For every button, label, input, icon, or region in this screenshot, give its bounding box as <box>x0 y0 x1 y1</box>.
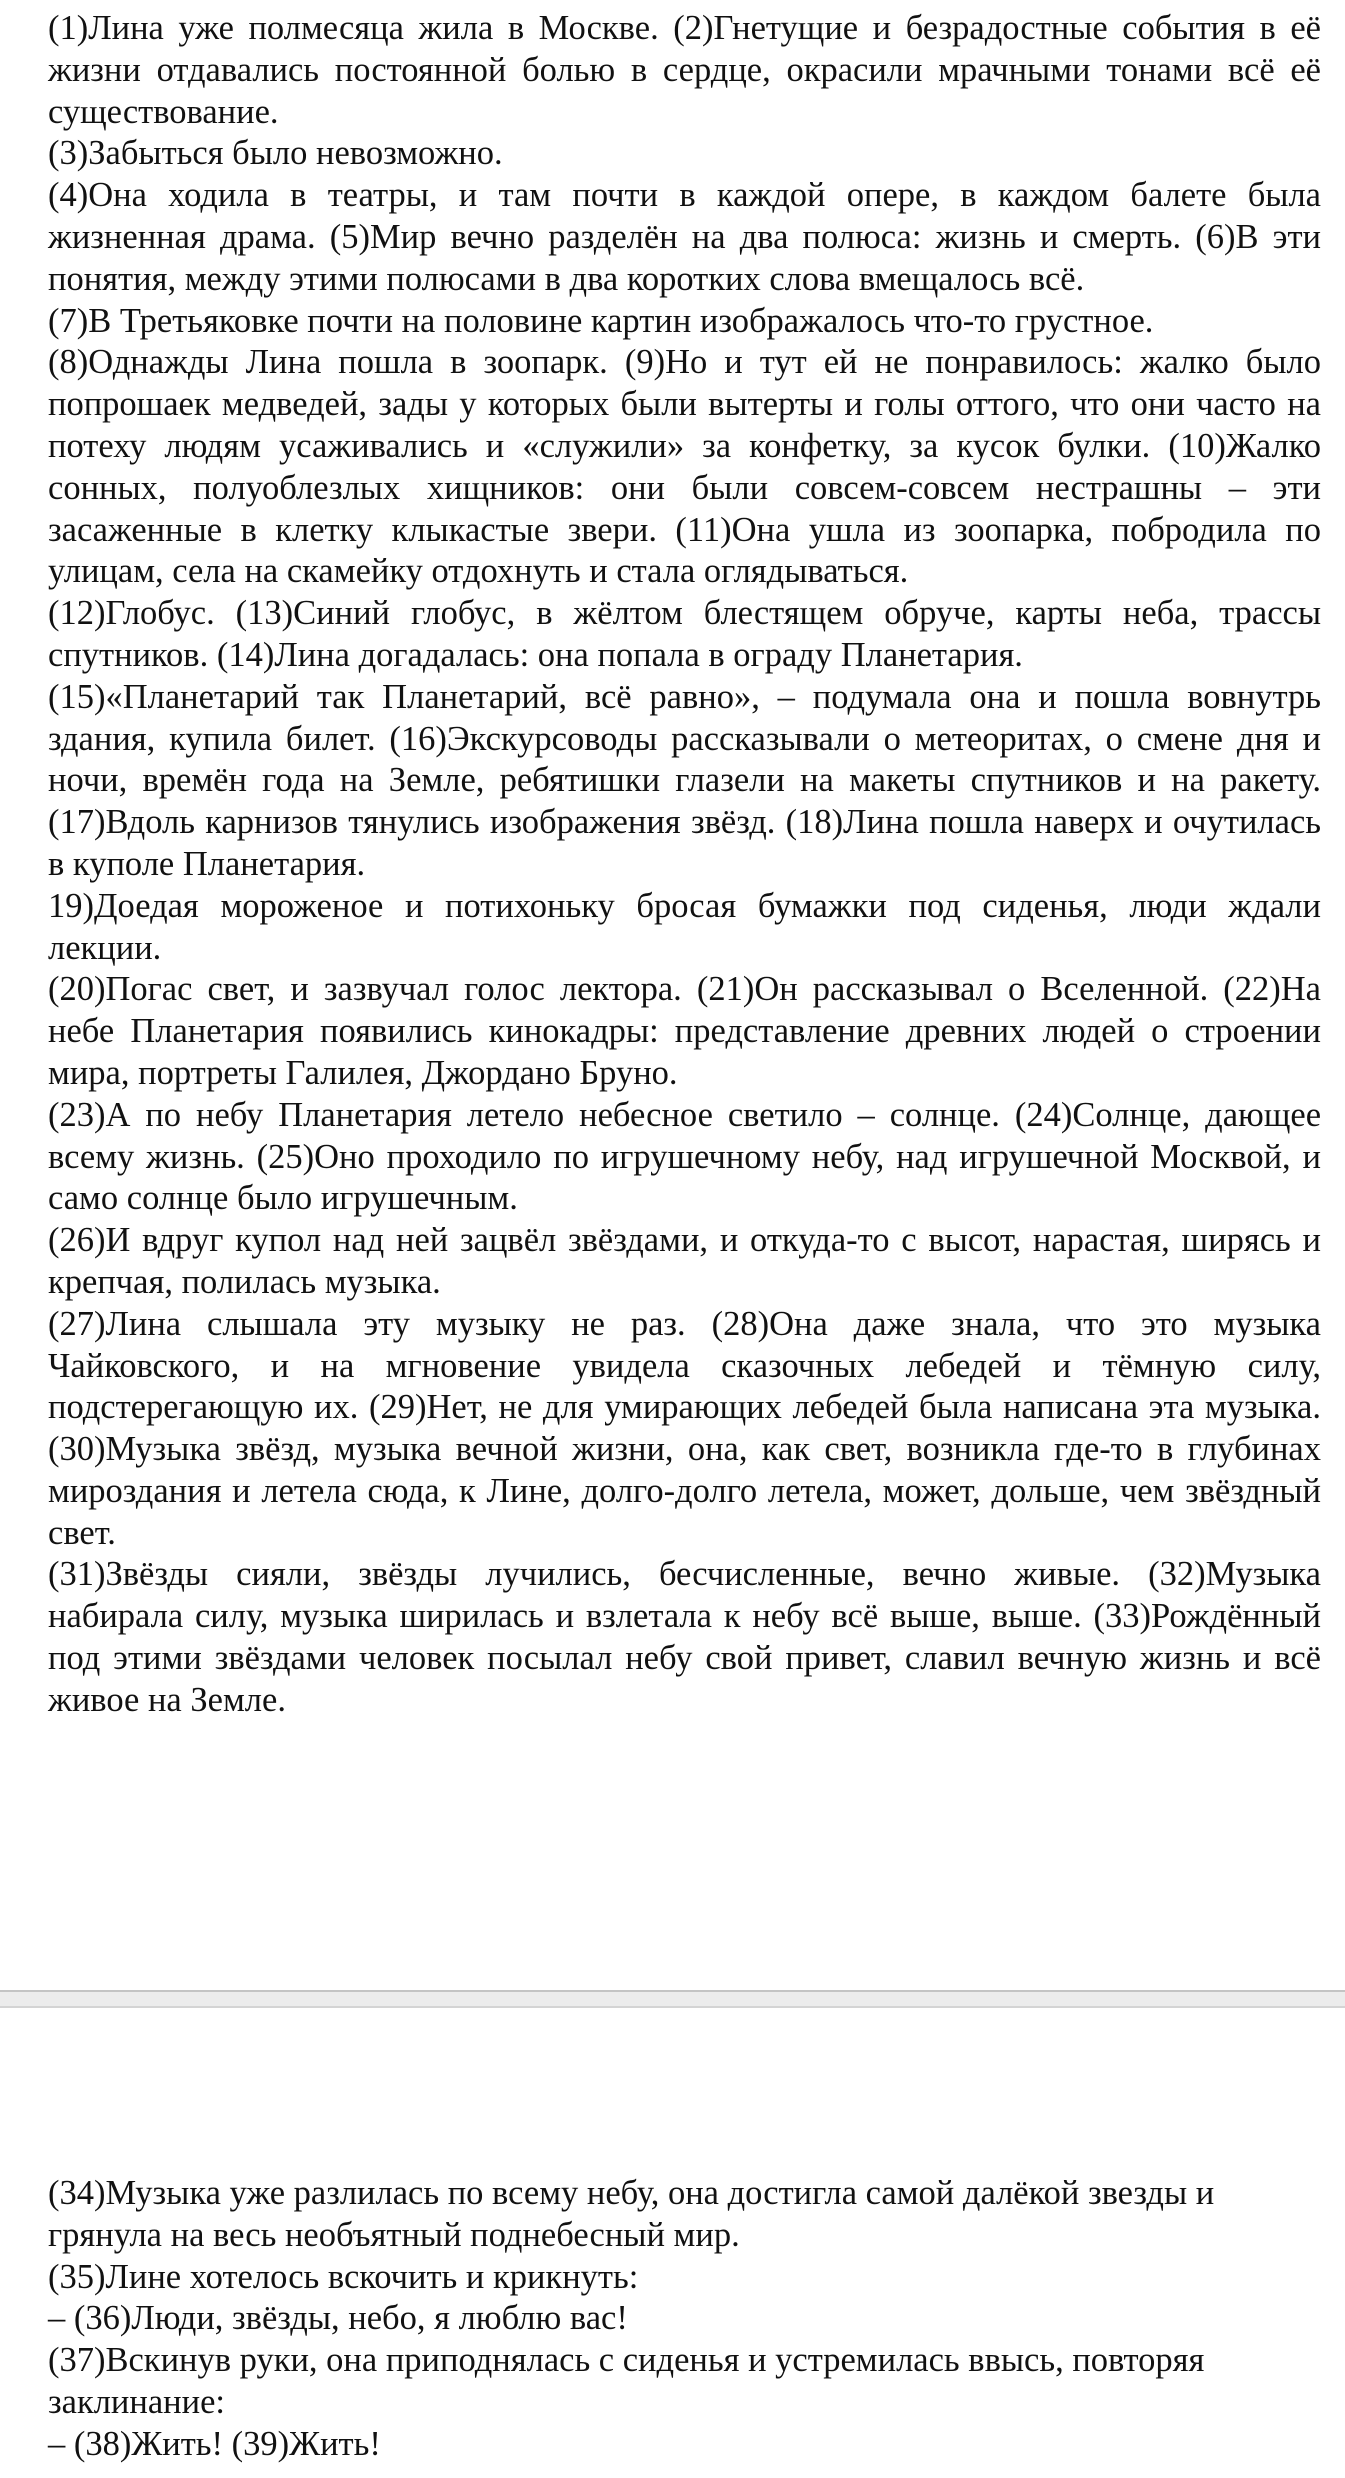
sentence-number: (5) <box>329 217 370 256</box>
sentence-text: Музыка набирала силу, музыка ширилась и взлетала к небу всё выше, выше. <box>48 1555 1321 1636</box>
sentence <box>48 594 236 632</box>
sentence-number: (32) <box>1148 1555 1206 1594</box>
paragraph <box>48 677 1321 886</box>
sentence-number: (4) <box>48 176 89 215</box>
sentence-text: Вдоль карнизов тянулись изображения звёзд. <box>105 803 786 842</box>
paragraph <box>48 1304 1321 1555</box>
paragraph <box>48 2424 1318 2466</box>
sentence-number: (28) <box>711 1304 770 1343</box>
page-break <box>0 1990 1345 2008</box>
sentence <box>48 2425 232 2463</box>
sentence-text: Жить! <box>131 2424 232 2463</box>
sentence <box>48 1305 712 1343</box>
sentence-number: (23) <box>48 1095 106 1134</box>
sentence <box>48 302 1153 340</box>
sentence-number: (18) <box>785 803 844 842</box>
sentence-text: И вдруг купол над ней зацвёл звёздами, и откуда-то с высот, нарастая, ширясь и крепчая, полилась музыка. <box>48 1221 1321 1301</box>
sentence-number: (7) <box>48 301 89 340</box>
sentence-text: Вскинув руки, она приподнялась с сиденья и устремилась ввысь, повторяя заклинание: <box>48 2341 1205 2421</box>
sentence-number: (10) <box>1168 426 1226 465</box>
sentence-text: Солнце, дающее всему жизнь. <box>48 1095 1322 1176</box>
sentence <box>217 636 1023 674</box>
sentence-text: Она даже знала, что это музыка Чайковского, и на мгновение увидела сказочных лебедей и тёмную силу, подстерегающую их. <box>48 1304 1321 1427</box>
sentence-number: (3) <box>48 134 89 173</box>
sentence-text: Лина уже полмесяца жила в Москве. <box>88 9 674 47</box>
sentence-text: Лине хотелось вскочить и крикнуть: <box>105 2257 639 2296</box>
sentence-number: (9) <box>624 343 666 382</box>
paragraph <box>48 1095 1321 1220</box>
sentence-text: Доедая мороженое и потихоньку бросая бумажки под сиденья, люди ждали лекции. <box>48 886 1321 967</box>
sentence-text: Мир вечно разделён на два полюса: жизнь и смерть. <box>369 217 1196 256</box>
paragraph <box>48 301 1321 343</box>
sentence <box>48 887 1321 967</box>
sentence-number: (17) <box>48 803 106 842</box>
sentence-number: (8) <box>48 343 89 382</box>
page-2-text <box>48 2173 1318 2466</box>
paragraph <box>48 2173 1318 2257</box>
sentence <box>697 970 1223 1008</box>
sentence-text: Гнетущие и безрадостные события в её жизни отдавались постоянной болью в сердце, окрасили мрачными тонами всё её существование. <box>48 9 1321 131</box>
sentence-number: (2) <box>673 9 714 47</box>
sentence-text: А по небу Планетария летело небесное светило – солнце. <box>105 1095 1015 1134</box>
paragraph <box>48 593 1321 677</box>
sentence-number: (21) <box>696 970 755 1009</box>
paragraph <box>48 2340 1318 2424</box>
sentence <box>48 134 503 172</box>
sentence <box>232 2425 381 2463</box>
sentence <box>48 2258 638 2296</box>
sentence-number: (1) <box>48 9 89 47</box>
sentence-text: Глобус. <box>105 594 236 633</box>
sentence-number: (6) <box>1195 217 1236 256</box>
sentence-number: (22) <box>1223 970 1281 1009</box>
sentence-text: Синий глобус, в жёлтом блестящем обруче, карты неба, трассы спутников. <box>48 594 1321 674</box>
sentence-text: «Планетарий так Планетарий, всё равно», – подумала она и пошла вовнутрь здания, купила билет. <box>48 677 1321 758</box>
sentence-text: Нет, не для умирающих лебедей была написана эта музыка. <box>426 1388 1321 1427</box>
sentence-number: (33) <box>1093 1597 1151 1636</box>
sentence-text: Жить! <box>289 2424 381 2463</box>
sentence-number: (20) <box>48 970 106 1009</box>
sentence <box>48 1221 1321 1301</box>
sentence-number: (27) <box>48 1304 106 1343</box>
sentence <box>48 970 697 1008</box>
paragraph <box>48 133 1321 175</box>
sentence-text: Она ушла из зоопарка, побродила по улицам, села на скамейку отдохнуть и стала оглядываться. <box>48 510 1321 591</box>
sentence-text: Но и тут ей не понравилось: жалко было попрошаек медведей, зады у которых были вытерты и голы оттого, что они часто на потеху людям усаживались и «служили» за конфетку, за кусок булки. <box>48 343 1321 465</box>
sentence-number: – (36) <box>48 2299 132 2338</box>
page-1-text <box>48 8 1321 1722</box>
sentence <box>48 2174 1214 2254</box>
paragraph <box>48 886 1321 970</box>
sentence <box>48 2299 628 2337</box>
sentence-number: (39) <box>231 2424 290 2463</box>
sentence-text: Музыка уже разлилась по всему небу, она достигла самой далёкой звезды и грянула на весь необъятный поднебесный мир. <box>48 2174 1215 2254</box>
sentence-number: – (38) <box>48 2424 132 2463</box>
sentence-number: (11) <box>675 510 732 549</box>
sentence-text: Лина слышала эту музыку не раз. <box>105 1304 712 1343</box>
sentence-text: Забыться было невозможно. <box>88 134 503 173</box>
sentence <box>369 1388 1321 1426</box>
sentence-text: В эти понятия, между этими полюсами в два коротких слова вмещалось всё. <box>48 217 1321 298</box>
paragraph <box>48 342 1321 593</box>
sentence <box>48 1096 1015 1134</box>
sentence-number: (15) <box>48 677 106 716</box>
sentence-number: (12) <box>48 594 106 633</box>
sentence <box>48 9 673 47</box>
sentence-text: Экскурсоводы рассказывали о метеоритах, о смене дня и ночи, времён года на Земле, ребятишки глазели на макеты спутников и на ракету. <box>48 719 1321 800</box>
sentence-number: (16) <box>389 719 447 758</box>
sentence <box>48 803 786 841</box>
sentence-number: (25) <box>256 1137 315 1176</box>
sentence-text: Однажды Лина пошла в зоопарк. <box>88 343 625 382</box>
paragraph <box>48 2298 1318 2340</box>
sentence <box>48 343 625 381</box>
sentence <box>48 1555 1148 1593</box>
sentence-number: (26) <box>48 1221 106 1260</box>
paragraph <box>48 175 1321 300</box>
sentence-number: (14) <box>216 635 275 674</box>
sentence-text: Жалко сонных, полуоблезлых хищников: они были совсем-совсем нестрашны – эти засаженные в клетку клыкастые звери. <box>48 426 1321 549</box>
sentence-number: (35) <box>48 2257 106 2296</box>
sentence-number: (37) <box>48 2341 106 2380</box>
sentence-text: Лина догадалась: она попала в ограду Планетария. <box>274 635 1023 674</box>
paragraph <box>48 8 1321 133</box>
sentence-text: Музыка звёзд, музыка вечной жизни, она, как свет, возникла где-то в глубинах мироздания и летела сюда, к Лине, долго-долго летела, может, дольше, чем звёздный свет. <box>48 1430 1321 1552</box>
sentence-number: (34) <box>48 2174 106 2212</box>
sentence-number: (30) <box>48 1430 106 1469</box>
document-page-2 <box>0 2008 1345 2478</box>
sentence <box>48 2341 1204 2421</box>
paragraph <box>48 1220 1321 1304</box>
sentence <box>330 218 1196 256</box>
sentence-text: Лина пошла наверх и очутилась в куполе Планетария. <box>48 803 1321 883</box>
sentence-number: (31) <box>48 1555 106 1594</box>
sentence-number: (13) <box>235 594 294 633</box>
sentence-text: Он рассказывал о Вселенной. <box>754 970 1224 1009</box>
sentence <box>48 1430 1321 1552</box>
sentence-number: 19) <box>48 886 94 925</box>
sentence-text: Звёзды сияли, звёзды лучились, бесчисленные, вечно живые. <box>105 1555 1149 1594</box>
sentence-text: В Третьяковке почти на половине картин изображалось что-то грустное. <box>88 301 1154 340</box>
paragraph <box>48 969 1321 1094</box>
sentence-number: (24) <box>1014 1095 1073 1134</box>
paragraph <box>48 2257 1318 2299</box>
sentence-text: Рождённый под этими звёздами человек посылал небу свой привет, славил вечную жизнь и всё живое на Земле. <box>48 1597 1321 1719</box>
sentence-text: На небе Планетария появились кинокадры: представление древних людей о строении мира, портреты Галилея, Джордано Бруно. <box>48 970 1321 1092</box>
sentence-text: Люди, звёзды, небо, я люблю вас! <box>131 2299 628 2338</box>
sentence-text: Она ходила в театры, и там почти в каждой опере, в каждом балете была жизненная драма. <box>48 176 1321 256</box>
sentence-number: (29) <box>369 1388 427 1427</box>
paragraph <box>48 1554 1321 1721</box>
sentence-text: Погас свет, и зазвучал голос лектора. <box>105 970 697 1009</box>
sentence-text: Оно проходило по игрушечному небу, над игрушечной Москвой, и само солнце было игрушечным. <box>48 1137 1321 1218</box>
